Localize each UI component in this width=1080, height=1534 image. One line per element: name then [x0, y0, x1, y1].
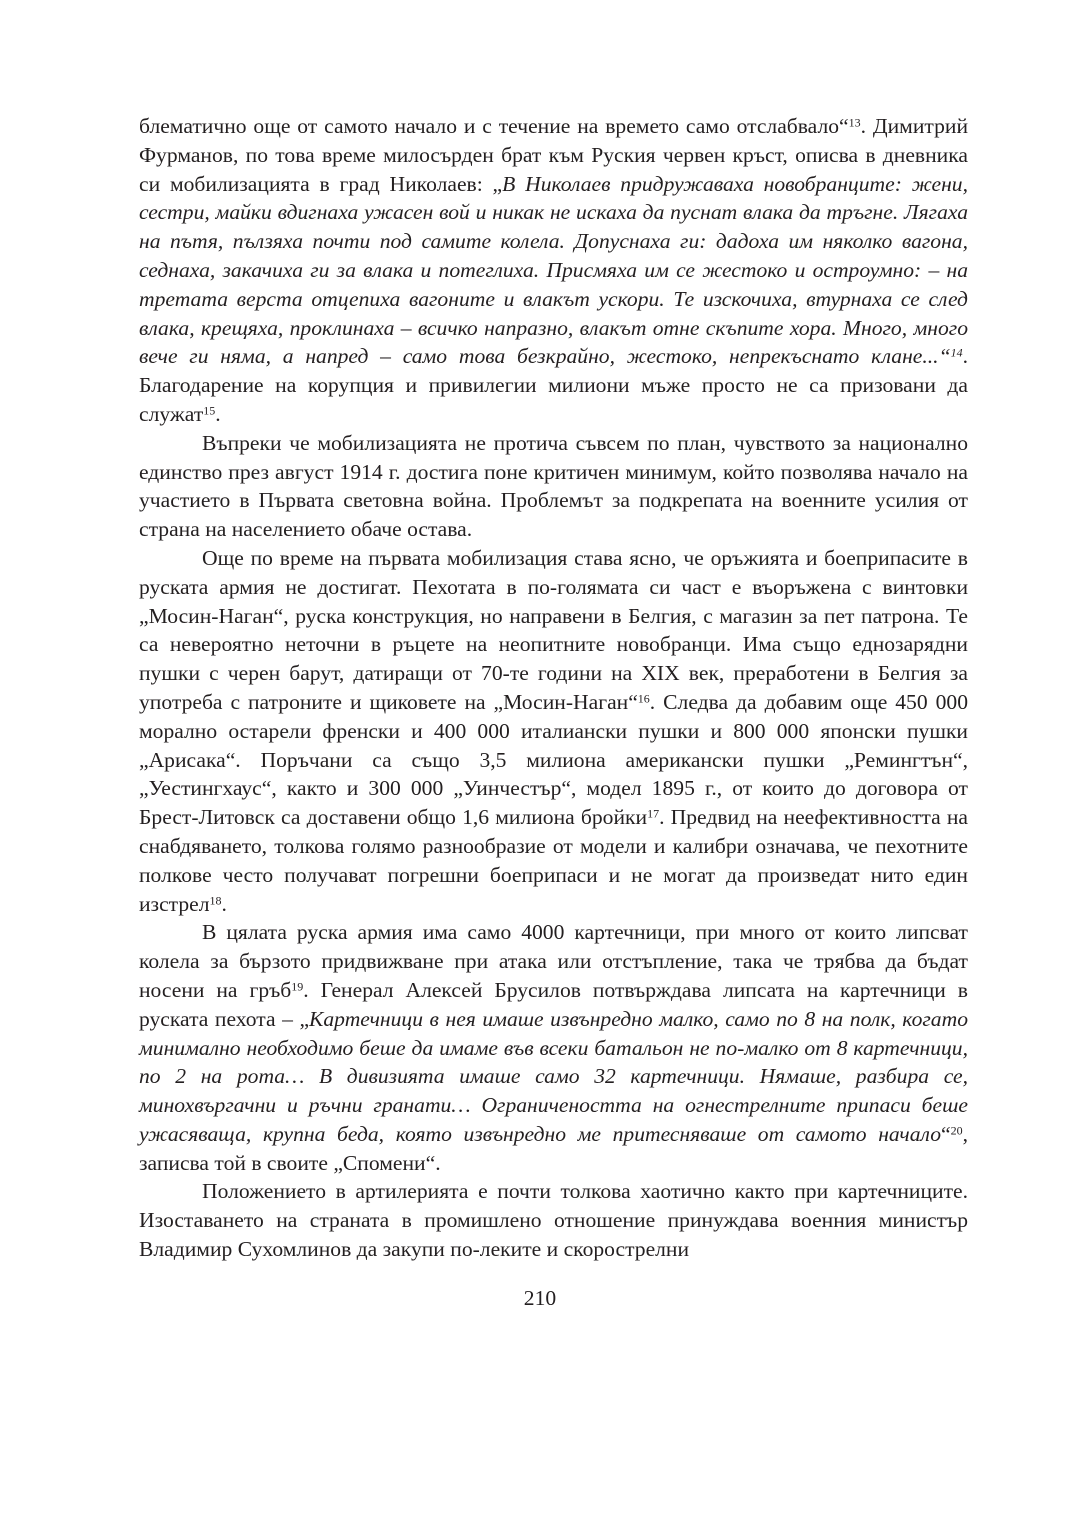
text-run: “	[941, 1121, 951, 1146]
text-run: .	[221, 891, 227, 916]
text-run: Въпреки че мобилизацията не протича съвсем по план, чувството за национално единство през август 1914 г. достига поне критичен минимум, който позволява начало на участието в Първата световна война. Проблемът за подкрепата на военните усилия от страна на населението обаче остава.	[139, 430, 968, 542]
page-number: 210	[523, 1286, 557, 1310]
footnote-ref: 20	[950, 1123, 963, 1138]
text-run: Положението в артилерията е почти толкова хаотично както при картечниците. Изоставането на страната в промишлено отношение принуждава военния министър Владимир Сухомлинов да закупи по-леките и скорострелни	[139, 1179, 968, 1262]
text-run: . Следва да добавим още 450 000 морално остарели френски и 400 000 италиански пушки и 800 000 японски пушки „Арисака“. Поръчани са също 3,5 милиона американски пушки „Ремингтън“, „Уестингхаус“, както и 300 000 „Уинчестър“, модел 1895 г., от които до договора от Брест-Литовск са доставени общо 1,6 милиона бройки	[139, 689, 968, 830]
footnote-ref: 18	[209, 892, 222, 907]
paragraph-5	[139, 1177, 968, 1263]
footnote-ref: 13	[848, 115, 861, 130]
text-run: . Благодарение на корупция и привилегии милиони мъже просто не са призовани да служат	[139, 344, 968, 426]
quote-text: Картечници в нея имаше извънредно малко, само по 8 на полк, когато минимално необходимо беше да имаме във всеки батальон не по-малко от 8 картечници, по 2 на рота… В дивизията имаше само 32 картечници. Нямаше, разбира се, минохвъргачни и ръчни гранати… Ограничеността на огнестрелните припаси беше ужасяваща, крупна беда, която извънредно ме притесняваше от самото начало	[139, 1006, 968, 1146]
body-text	[139, 112, 968, 1264]
footnote-ref: 19	[291, 979, 304, 994]
paragraph-3	[139, 544, 968, 918]
footnote-ref: 16	[637, 691, 650, 706]
text-run: . Предвид на неефективността на снабдяването, толкова голямо разнообразие от модели и калибри означава, че пехотните полкове често получават погрешни боеприпаси и не могат да произведат нито един изстрел	[139, 805, 968, 916]
text-run: Още по време на първата мобилизация става ясно, че оръжията и боеприпасите в руската армия не достигат. Пехотата в по-голямата си част е въоръжена с винтовки „Мосин-Наган“, руска конструкция, но направени в Белгия, с магазин за пет патрона. Те са невероятно неточни в ръцете на неопитните новобранци. Има също еднозарядни пушки с черен барут, датиращи от 70-те години на XIX век, преработени в Белгия за употреба с патроните и щиковете на „Мосин-Наган“	[139, 545, 968, 714]
text-run: , записва той в своите „Спомени“.	[139, 1121, 968, 1175]
quote-text: В Николаев придружаваха новобранците: жени, сестри, майки вдигнаха ужасен вой и никак не искаха да пуснат влака да тръгне. Лягаха на пътя, пълзяха почти под самите колела. Допуснаха ги: дадоха им няколко вагона, седнаха, закачиха ги за влака и потеглиха. Присмяха им се жестоко и остроумно: – на третата верста отцепиха вагоните и влакът ускори. Те изскочиха, втурнаха се след влака, крещяха, проклинаха – всичко напразно, влакът отне скъпите хора. Много, много вече ги няма, а напред – само това безкрайно, жестоко, непрекъснато клане...“	[139, 171, 968, 369]
paragraph-2	[139, 429, 968, 544]
text-run: . Димитрий Фурманов, по това време милосърден брат към Руския червен кръст, описва в дневника си мобилизацията в град Николаев: „	[139, 114, 969, 196]
footnote-ref: 14	[950, 345, 963, 360]
text-run: блематично още от самото начало и с течение на времето само отслабвало“	[139, 114, 849, 138]
footnote-ref: 15	[203, 403, 216, 418]
paragraph-4	[139, 918, 968, 1177]
text-run: .	[215, 401, 221, 426]
paragraph-1	[139, 112, 968, 429]
text-run: В цялата руска армия има само 4000 картечници, при много от които липсват колела за бързото придвижване при атака или отстъпление, така че трябва да бъдат носени на гръб	[139, 920, 968, 1002]
text-run: . Генерал Алексей Брусилов потвърждава липсата на картечници в руската пехота – „	[139, 977, 968, 1031]
footnote-ref: 17	[647, 806, 660, 821]
